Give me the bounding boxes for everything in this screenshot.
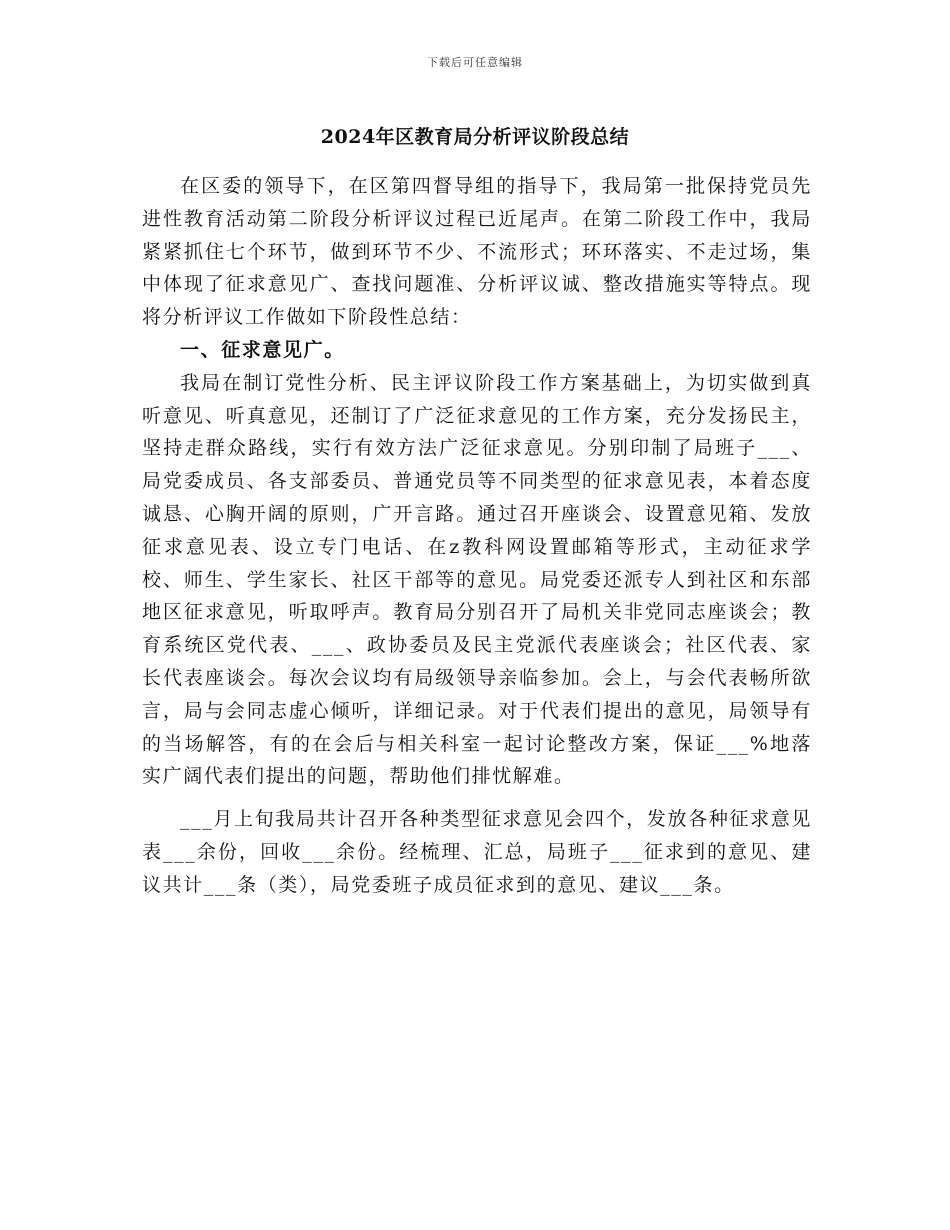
section1-paragraph-2: ___月上旬我局共计召开各种类型征求意见会四个，发放各种征求意见表___余份，回收___余份。经梳理、汇总，局班子___征求到的意见、建议共计___条（类），局党委班子成员征求到的意见、建议___条。	[142, 808, 812, 896]
document-title: 2024年区教育局分析评议阶段总结	[320, 126, 630, 148]
section-heading-1: 一、征求意见广。	[180, 338, 345, 361]
section1-paragraph-1: 我局在制订党性分析、民主评议阶段工作方案基础上，为切实做到真听意见、听真意见，还制订了广泛征求意见的工作方案，充分发扬民主，坚持走群众路线，实行有效方法广泛征求意见。分别印制了局班子___、局党委成员、各支部委员、普通党员等不同类型的征求意见表，本着态度诚恳、心胸开阔的原则，广开言路。通过召开座谈会、设置意见箱、发放征求意见表、设立专门电话、在z教科网设置邮箱等形式，主动征求学校、师生、学生家长、社区干部等的意见。局党委还派专人到社区和东部地区征求意见，听取呼声。教育局分别召开了局机关非党同志座谈会；教育系统区党代表、___、政协委员及民主党派代表座谈会；社区代表、家长代表座谈会。每次会议均有局级领导亲临参加。会上，与会代表畅所欲言，局与会同志虚心倾听，详细记录。对于代表们提出的意见，局领导有的当场解答，有的在会后与相关科室一起讨论整改方案，保证___%地落实广阔代表们提出的问题，帮助他们排忧解难。	[142, 371, 812, 788]
document-body	[142, 170, 812, 902]
intro-paragraph: 在区委的领导下，在区第四督导组的指导下，我局第一批保持党员先进性教育活动第二阶段分析评议过程已近尾声。在第二阶段工作中，我局紧紧抓住七个环节，做到环节不少、不流形式；环环落实、不走过场，集中体现了征求意见广、查找问题准、分析评议诚、整改措施实等特点。现将分析评议工作做如下阶段性总结：	[142, 175, 812, 329]
header-note: 下载后可任意编辑	[427, 56, 523, 69]
